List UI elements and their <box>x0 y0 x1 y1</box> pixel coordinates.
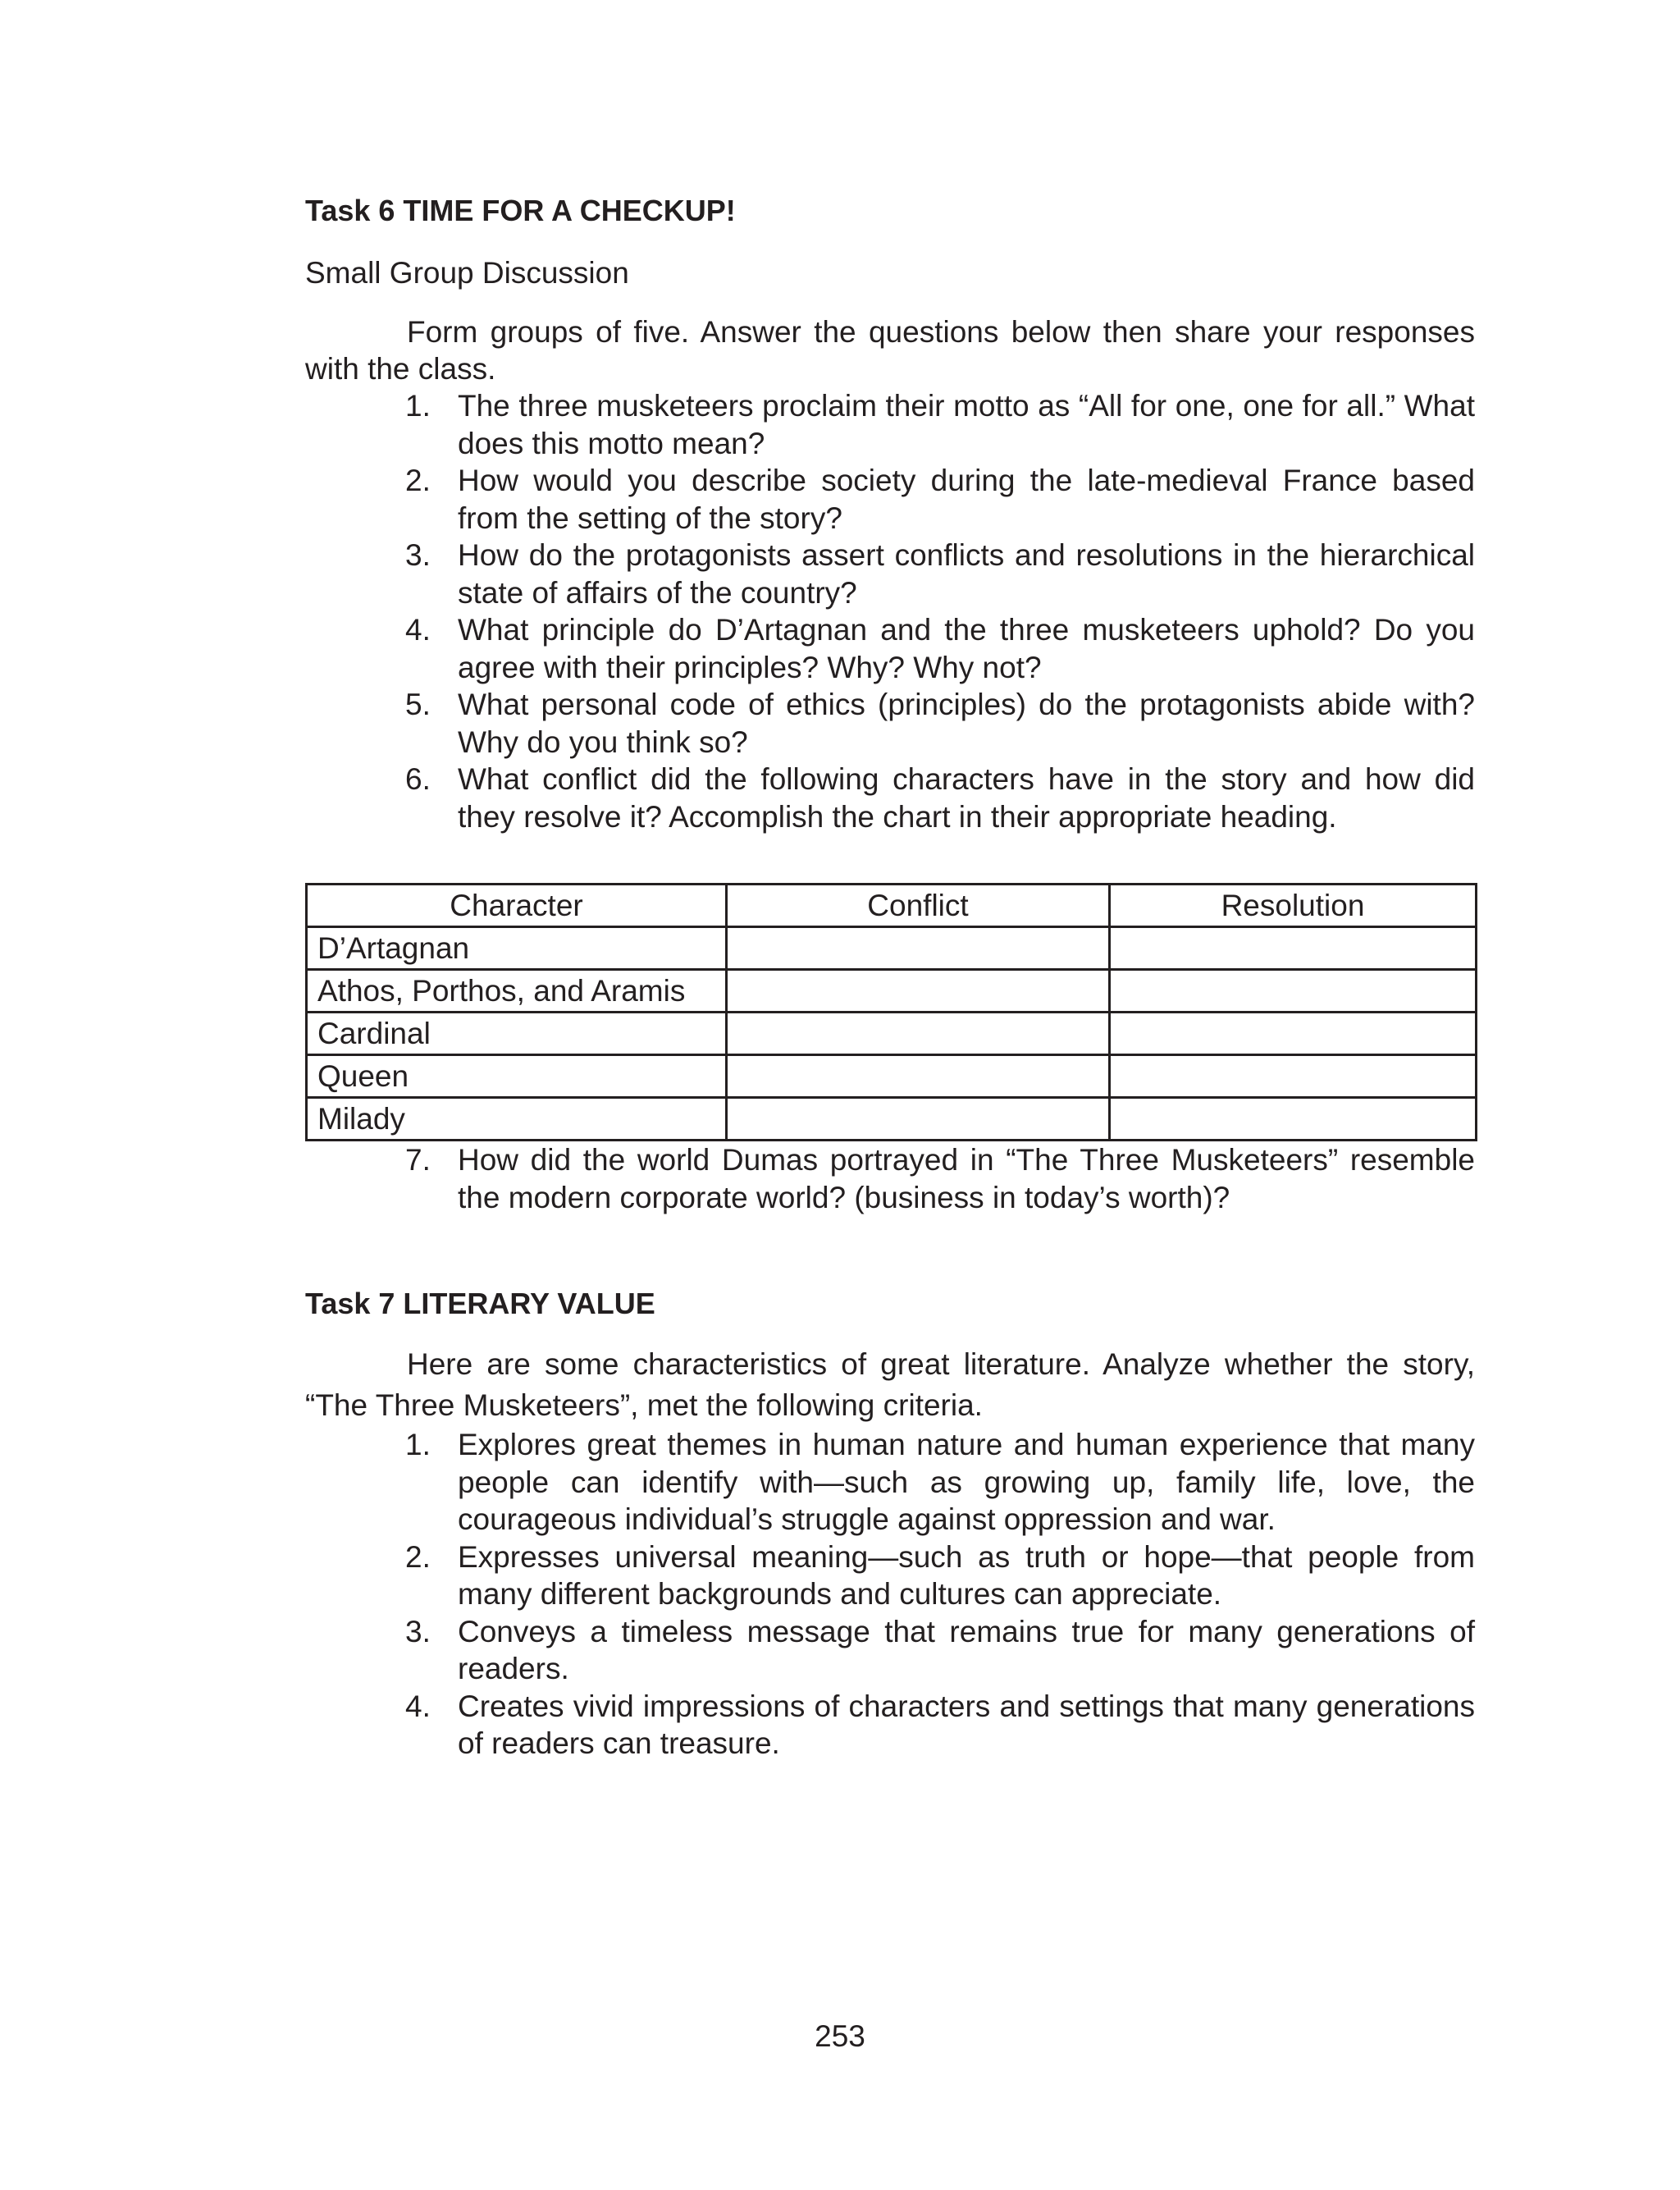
criteria-number: 4. <box>405 1689 431 1723</box>
question-text: How would you describe society during the late-medieval France based from the setting of the story? <box>458 464 1475 535</box>
question-number: 2. <box>405 464 431 497</box>
task6-intro: Form groups of five. Answer the questions below then share your responses with the class. <box>305 315 1475 386</box>
conflict-cell[interactable] <box>727 970 1110 1013</box>
resolution-cell[interactable] <box>1110 927 1477 970</box>
criteria-text: Explores great themes in human nature and human experience that many people can identify with—such as growing up, family life, love, the courageous individual’s struggle against oppression and war. <box>458 1428 1475 1536</box>
character-cell: Queen <box>307 1055 727 1098</box>
table-row <box>307 1055 1477 1098</box>
character-cell: Cardinal <box>307 1013 727 1055</box>
question-item <box>405 537 1475 611</box>
question-item <box>405 611 1475 686</box>
conflict-table <box>305 883 1477 1141</box>
question-text: What conflict did the following characters have in the story and how did they resolve it? Accomplish the chart in their appropriate heading. <box>458 762 1475 834</box>
criteria-text: Expresses universal meaning—such as truth or hope—that people from many different backgrounds and cultures can appreciate. <box>458 1539 1475 1611</box>
question-number: 3. <box>405 538 431 572</box>
task7-criteria-list <box>305 1426 1475 1763</box>
document-page <box>305 189 1475 1763</box>
conflict-cell[interactable] <box>727 1098 1110 1141</box>
character-cell: D’Artagnan <box>307 927 727 970</box>
table-header-row <box>307 885 1477 927</box>
task6-question-7-list <box>305 1141 1475 1216</box>
question-number: 4. <box>405 613 431 647</box>
task6-heading: Task 6 TIME FOR A CHECKUP! <box>305 194 736 227</box>
criteria-text: Conveys a timeless message that remains true for many generations of readers. <box>458 1614 1475 1685</box>
table-row <box>307 970 1477 1013</box>
criteria-number: 3. <box>405 1614 431 1648</box>
page-number: 253 <box>815 2019 865 2053</box>
question-text: How did the world Dumas portrayed in “The Three Musketeers” resemble the modern corporate world? (business in today’s worth)? <box>458 1143 1475 1214</box>
resolution-cell[interactable] <box>1110 1055 1477 1098</box>
criteria-item <box>405 1688 1475 1763</box>
conflict-chart <box>305 883 1475 1141</box>
conflict-cell[interactable] <box>727 1013 1110 1055</box>
table-row <box>307 927 1477 970</box>
criteria-number: 2. <box>405 1539 431 1574</box>
task7-heading: Task 7 LITERARY VALUE <box>305 1287 655 1320</box>
question-text: The three musketeers proclaim their motto as “All for one, one for all.” What does this motto mean? <box>458 389 1475 460</box>
question-item <box>405 387 1475 462</box>
resolution-cell[interactable] <box>1110 1013 1477 1055</box>
question-text: What personal code of ethics (principles) do the protagonists abide with? Why do you think so? <box>458 688 1475 759</box>
criteria-item <box>405 1613 1475 1688</box>
question-text: What principle do D’Artagnan and the three musketeers uphold? Do you agree with their principles? Why? Why not? <box>458 613 1475 684</box>
conflict-cell[interactable] <box>727 927 1110 970</box>
character-cell: Milady <box>307 1098 727 1141</box>
header-conflict: Conflict <box>727 885 1110 927</box>
question-number: 7. <box>405 1143 431 1177</box>
task7-intro: Here are some characteristics of great literature. Analyze whether the story, “The Three Musketeers”, met the following criteria. <box>305 1347 1475 1422</box>
question-number: 1. <box>405 389 431 423</box>
question-item <box>405 761 1475 835</box>
task6-question-list <box>305 387 1475 835</box>
question-item <box>405 1141 1475 1216</box>
character-cell: Athos, Porthos, and Aramis <box>307 970 727 1013</box>
resolution-cell[interactable] <box>1110 1098 1477 1141</box>
header-character: Character <box>307 885 727 927</box>
question-number: 5. <box>405 688 431 721</box>
task6-subheading: Small Group Discussion <box>305 256 629 290</box>
question-item <box>405 686 1475 761</box>
question-text: How do the protagonists assert conflicts and resolutions in the hierarchical state of affairs of the country? <box>458 538 1475 610</box>
resolution-cell[interactable] <box>1110 970 1477 1013</box>
criteria-number: 1. <box>405 1428 431 1461</box>
criteria-text: Creates vivid impressions of characters and settings that many generations of readers can treasure. <box>458 1689 1475 1760</box>
conflict-cell[interactable] <box>727 1055 1110 1098</box>
criteria-item <box>405 1426 1475 1538</box>
header-resolution: Resolution <box>1110 885 1477 927</box>
table-row <box>307 1013 1477 1055</box>
table-row <box>307 1098 1477 1141</box>
question-item <box>405 462 1475 537</box>
criteria-item <box>405 1538 1475 1613</box>
question-number: 6. <box>405 762 431 796</box>
